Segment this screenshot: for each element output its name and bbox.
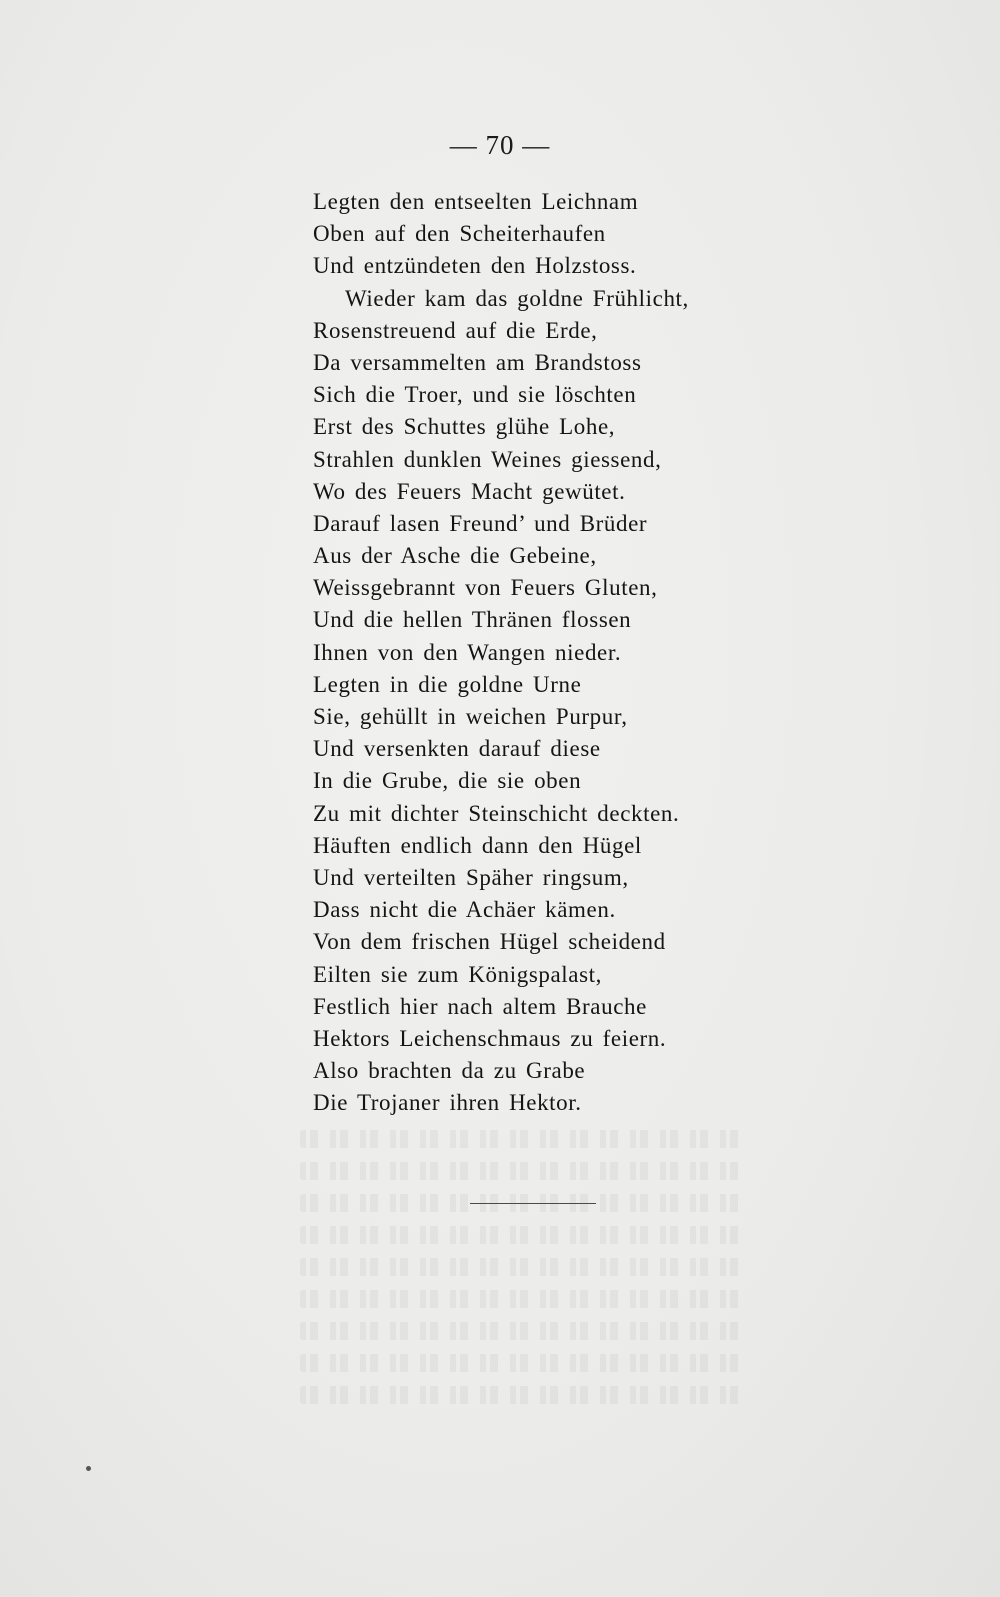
poem-line: Zu mit dichter Steinschicht deckten. bbox=[313, 800, 680, 826]
poem-line: Weissgebrannt von Feuers Gluten, bbox=[313, 575, 658, 601]
poem-line: Also brachten da zu Grabe bbox=[313, 1058, 586, 1084]
poem-line: Wieder kam das goldne Frühlicht, bbox=[345, 285, 689, 311]
poem-line: Strahlen dunklen Weines giessend, bbox=[313, 446, 662, 472]
page-number: — 70 — bbox=[449, 130, 551, 160]
poem-line: Oben auf den Scheiterhaufen bbox=[313, 221, 606, 247]
poem-line: Häuften endlich dann den Hügel bbox=[313, 832, 642, 858]
ink-speck bbox=[86, 1466, 91, 1471]
bleed-through-mark bbox=[300, 1290, 740, 1308]
poem-line: Aus der Asche die Gebeine, bbox=[313, 543, 597, 569]
poem-line: Darauf lasen Freund’ und Brüder bbox=[313, 510, 648, 536]
poem-line: In die Grube, die sie oben bbox=[313, 768, 582, 794]
poem-line: Festlich hier nach altem Brauche bbox=[313, 993, 647, 1019]
poem-line: Da versammelten am Brandstoss bbox=[313, 349, 642, 375]
poem-line: Legten den entseelten Leichnam bbox=[313, 189, 639, 214]
poem-line: Wo des Feuers Macht gewütet. bbox=[313, 478, 626, 504]
bleed-through-mark bbox=[300, 1354, 740, 1372]
poem-line: Erst des Schuttes glühe Lohe, bbox=[313, 414, 616, 440]
poem-line: Ihnen von den Wangen nieder. bbox=[313, 639, 622, 665]
poem-line: Und die hellen Thränen flossen bbox=[313, 607, 632, 633]
bleed-through-mark bbox=[300, 1162, 740, 1180]
bleed-through-mark bbox=[300, 1386, 740, 1404]
poem-line: Die Trojaner ihren Hektor. bbox=[313, 1090, 582, 1116]
bleed-through-mark bbox=[300, 1322, 740, 1340]
poem-line: Und verteilten Späher ringsum, bbox=[313, 864, 629, 890]
poem-line: Rosenstreuend auf die Erde, bbox=[313, 317, 598, 343]
bleed-through-mark bbox=[300, 1130, 740, 1148]
poem-line: Von dem frischen Hügel scheidend bbox=[313, 929, 666, 955]
poem-line: Und versenkten darauf diese bbox=[313, 736, 601, 762]
bleed-through-mark bbox=[300, 1258, 740, 1276]
poem-text bbox=[313, 186, 689, 1119]
poem-line: Legten in die goldne Urne bbox=[313, 671, 582, 697]
poem-line: Sie, gehüllt in weichen Purpur, bbox=[313, 704, 628, 729]
poem-line: Sich die Troer, und sie löschten bbox=[313, 382, 637, 408]
bleed-through-mark bbox=[300, 1226, 740, 1244]
section-end-rule bbox=[470, 1203, 596, 1204]
poem-line: Und entzündeten den Holzstoss. bbox=[313, 253, 637, 279]
poem-line: Dass nicht die Achäer kämen. bbox=[313, 897, 616, 923]
poem-line: Eilten sie zum Königspalast, bbox=[313, 961, 602, 987]
poem-line: Hektors Leichenschmaus zu feiern. bbox=[313, 1025, 667, 1051]
